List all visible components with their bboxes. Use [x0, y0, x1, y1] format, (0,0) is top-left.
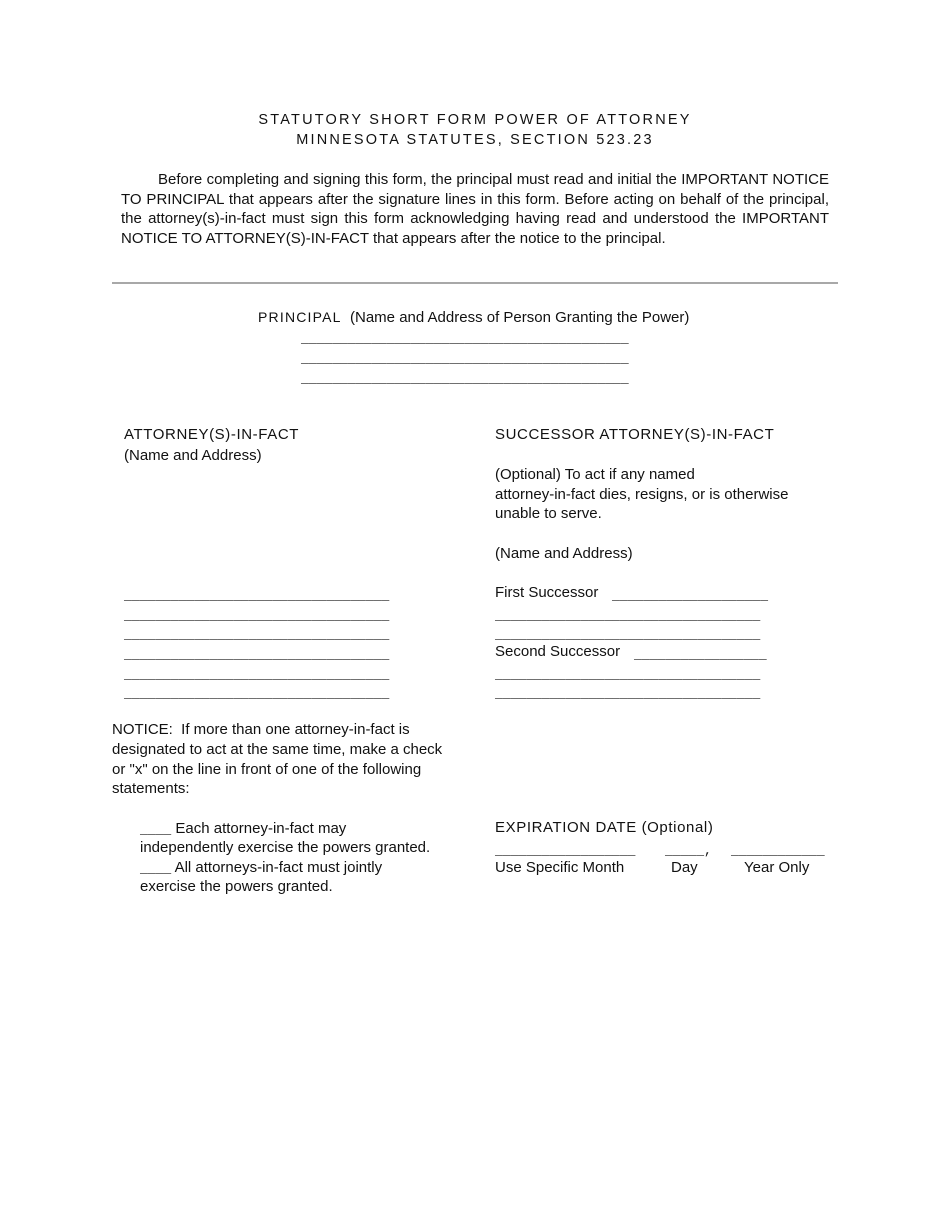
principal-line-2[interactable]: __________________________________________ [301, 351, 629, 366]
second-successor-line-3[interactable]: __________________________________ [495, 686, 761, 701]
attorney-line-2[interactable]: __________________________________ [124, 608, 390, 623]
option-joint-text: All attorneys-in-fact must jointly [174, 859, 383, 876]
expiration-year-line[interactable]: ____________ [731, 843, 825, 858]
notice-line-3: or "x" on the line in front of one of the following [112, 761, 422, 778]
option-joint-text-2: exercise the powers granted. [140, 878, 333, 895]
expiration-year-caption: Year Only [744, 859, 810, 876]
successor-optional-line-1: (Optional) To act if any named [495, 466, 695, 483]
principal-heading [258, 308, 689, 328]
expiration-month-caption: Use Specific Month [495, 859, 625, 876]
option-independent-blank[interactable]: ____ [140, 822, 172, 837]
attorney-sublabel: (Name and Address) [124, 447, 262, 464]
option-independent-text: Each attorney-in-fact may [175, 820, 347, 837]
first-successor-line[interactable]: ____________________ [612, 588, 769, 603]
option-joint-blank[interactable]: ____ [140, 861, 172, 876]
attorney-line-3[interactable]: __________________________________ [124, 627, 390, 642]
successor-heading: SUCCESSOR ATTORNEY(S)-IN-FACT [495, 426, 775, 443]
second-successor-line-2[interactable]: __________________________________ [495, 667, 761, 682]
first-successor-label: First Successor [495, 584, 599, 601]
attorney-line-1[interactable]: __________________________________ [124, 588, 390, 603]
expiration-heading: EXPIRATION DATE (Optional) [495, 819, 714, 836]
principal-description: (Name and Address of Person Granting the Power) [350, 309, 690, 326]
notice-line-4: statements: [112, 780, 190, 797]
intro-text: Before completing and signing this form, the principal must read and initial the IMPORTANT NOTICE TO PRINCIPAL that appears after the signature lines in this form. Before acting on behalf of the principal, the attorney(s)-in-fact must sign this form acknowledging having read and understood the IMPORTANT NOTICE TO ATTORNEY(S)-IN-FACT that appears after the notice to the principal. [121, 171, 829, 247]
notice-line-1: NOTICE: If more than one attorney-in-fact is [112, 721, 410, 738]
first-successor-line-2[interactable]: __________________________________ [495, 608, 761, 623]
first-successor-line-3[interactable]: __________________________________ [495, 627, 761, 642]
intro-paragraph [121, 170, 829, 248]
section-divider [112, 282, 838, 284]
principal-label: PRINCIPAL [258, 309, 342, 325]
successor-sublabel: (Name and Address) [495, 545, 633, 562]
expiration-month-line[interactable]: __________________ [495, 843, 636, 858]
attorney-line-5[interactable]: __________________________________ [124, 667, 390, 682]
second-successor-line[interactable]: _________________ [634, 647, 767, 662]
principal-line-1[interactable]: __________________________________________ [301, 331, 629, 346]
attorney-heading: ATTORNEY(S)-IN-FACT [124, 426, 300, 443]
form-title: STATUTORY SHORT FORM POWER OF ATTORNEY [258, 112, 692, 128]
form-subtitle: MINNESOTA STATUTES, SECTION 523.23 [296, 132, 654, 148]
second-successor-label: Second Successor [495, 643, 621, 660]
option-independent [140, 819, 346, 840]
expiration-day-line[interactable]: _____, [665, 843, 712, 858]
option-independent-text-2: independently exercise the powers granted. [140, 839, 431, 856]
attorney-line-4[interactable]: __________________________________ [124, 647, 390, 662]
attorney-line-6[interactable]: __________________________________ [124, 686, 390, 701]
expiration-day-caption: Day [671, 859, 698, 876]
option-joint [140, 858, 382, 879]
successor-optional-line-2: attorney-in-fact dies, resigns, or is otherwise [495, 486, 789, 503]
principal-line-3[interactable]: __________________________________________ [301, 371, 629, 386]
successor-optional-line-3: unable to serve. [495, 505, 602, 522]
notice-line-2: designated to act at the same time, make a check [112, 741, 443, 758]
